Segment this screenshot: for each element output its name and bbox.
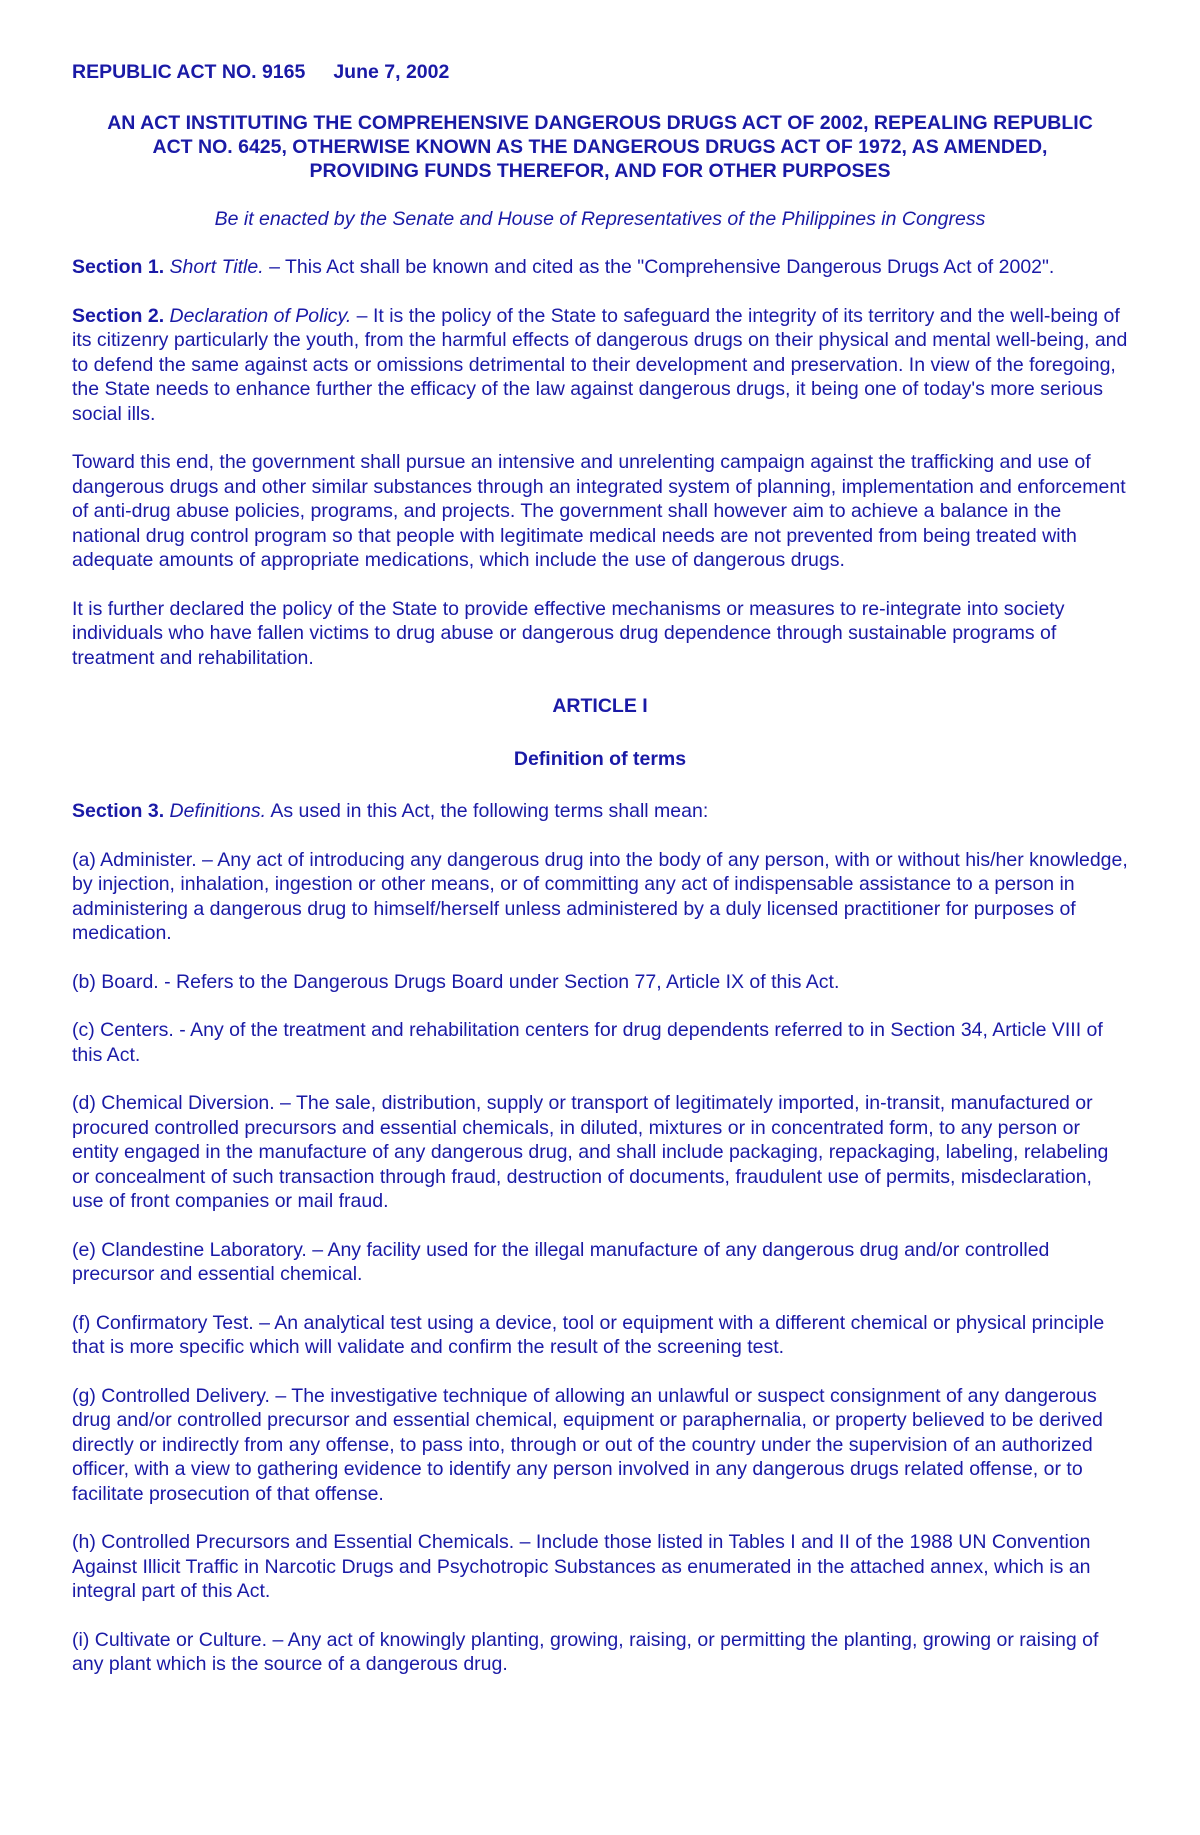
section-name: Short Title. [169, 256, 264, 278]
section-text: – This Act shall be known and cited as the "Comprehensive Dangerous Drugs Act of 2002". [263, 256, 1055, 278]
section-label: Section 1. [72, 256, 165, 278]
section-label: Section 3. [72, 800, 165, 822]
section-name: Declaration of Policy. [169, 304, 352, 327]
definition-item: (d) Chemical Diversion. – The sale, distribution, supply or transport of legitimately imported, in-transit, manufactured or procured controlled precursors and essential chemicals, in diluted, mixtures or in concentrated form, to any person or entity engaged in the manufacture of any dangerous drug, and shall include packaging, repackaging, labeling, relabeling or concealment of such transaction through fraud, destruction of documents, fraudulent use of permits, misdeclaration, use of front companies or mail fraud. [72, 1092, 1109, 1212]
definition-item: (c) Centers. - Any of the treatment and rehabilitation centers for drug dependents referred to in Section 34, Article VIII of this Act. [72, 1019, 1103, 1066]
article-subheading: Definition of terms [513, 747, 687, 770]
document-header [72, 60, 1128, 85]
article-heading: ARTICLE I [552, 695, 648, 717]
section-name: Definitions. [169, 800, 267, 822]
policy-paragraph: Toward this end, the government shall pursue an intensive and unrelenting campaign against the trafficking and use of dangerous drugs and other similar substances through an integrated system of planning, implementation and enforcement of anti-drug abuse policies, programs, and projects. The government shall however aim to achieve a balance in the national drug control program so that people with legitimate medical needs are not prevented from being treated with adequate amounts of appropriate medications, which include the use of dangerous drugs. [72, 451, 1126, 571]
section-2 [72, 304, 1128, 427]
section-text: As used in this Act, the following terms shall mean: [266, 800, 709, 822]
definition-item: (i) Cultivate or Culture. – Any act of knowingly planting, growing, raising, or permitting the planting, growing or raising of any plant which is the source of a dangerous drug. [72, 1628, 1099, 1675]
definition-item: (e) Clandestine Laboratory. – Any facility used for the illegal manufacture of any dangerous drug and/or controlled precursor and essential chemical. [72, 1238, 1050, 1285]
act-title-line: ACT NO. 6425, OTHERWISE KNOWN AS THE DANGEROUS DRUGS ACT OF 1972, AS AMENDED, [152, 135, 1048, 158]
section-1 [72, 255, 1128, 280]
definition-item: (g) Controlled Delivery. – The investigative technique of allowing an unlawful or suspect consignment of any dangerous drug and/or controlled precursor and essential chemical, equipment or paraphernalia, or property believed to be derived directly or indirectly from any offense, to pass into, through or out of the country under the supervision of an authorized officer, with a view to gathering evidence to identify any person involved in any dangerous drugs related offense, or to facilitate prosecution of that offense. [72, 1384, 1103, 1505]
definition-item: (b) Board. - Refers to the Dangerous Drugs Board under Section 77, Article IX of this Act. [72, 970, 840, 993]
definition-item: (f) Confirmatory Test. – An analytical test using a device, tool or equipment with a different chemical or physical principle that is more specific which will validate and confirm the result of the screening test. [72, 1311, 1105, 1358]
act-date: June 7, 2002 [333, 61, 450, 83]
section-3 [72, 799, 1128, 824]
act-title [72, 111, 1128, 183]
act-title-line: AN ACT INSTITUTING THE COMPREHENSIVE DANGEROUS DRUGS ACT OF 2002, REPEALING REPUBLIC [107, 111, 1093, 134]
section-text: – It is the policy of the State to safeguard the integrity of its territory and the well-being of its citizenry particularly the youth, from the harmful effects of dangerous drugs on their physical and mental well-being, and to defend the same against acts or omissions detrimental to their development and preservation. In view of the foregoing, the State needs to enhance further the efficacy of the law against dangerous drugs, it being one of today's more serious social ills. [72, 304, 1128, 425]
definition-item: (a) Administer. – Any act of introducing any dangerous drug into the body of any person, with or without his/her knowledge, by injection, inhalation, ingestion or other means, or of committing any act of indispensable assistance to a person in administering a dangerous drug to himself/herself unless administered by a duly licensed practitioner for purposes of medication. [72, 848, 1128, 944]
policy-paragraph: It is further declared the policy of the State to provide effective mechanisms or measures to re-integrate into society individuals who have fallen victims to drug abuse or dangerous drug dependence through sustainable programs of treatment and rehabilitation. [72, 597, 1065, 669]
act-title-line: PROVIDING FUNDS THEREFOR, AND FOR OTHER PURPOSES [309, 159, 891, 182]
enacting-clause: Be it enacted by the Senate and House of Representatives of the Philippines in Congress [214, 207, 986, 230]
section-label: Section 2. [72, 304, 165, 327]
act-number: REPUBLIC ACT NO. 9165 [72, 61, 306, 83]
definition-item: (h) Controlled Precursors and Essential Chemicals. – Include those listed in Tables I and II of the 1988 UN Convention Against Illicit Traffic in Narcotic Drugs and Psychotropic Substances as enumerated in the attached annex, which is an integral part of this Act. [72, 1531, 1091, 1602]
